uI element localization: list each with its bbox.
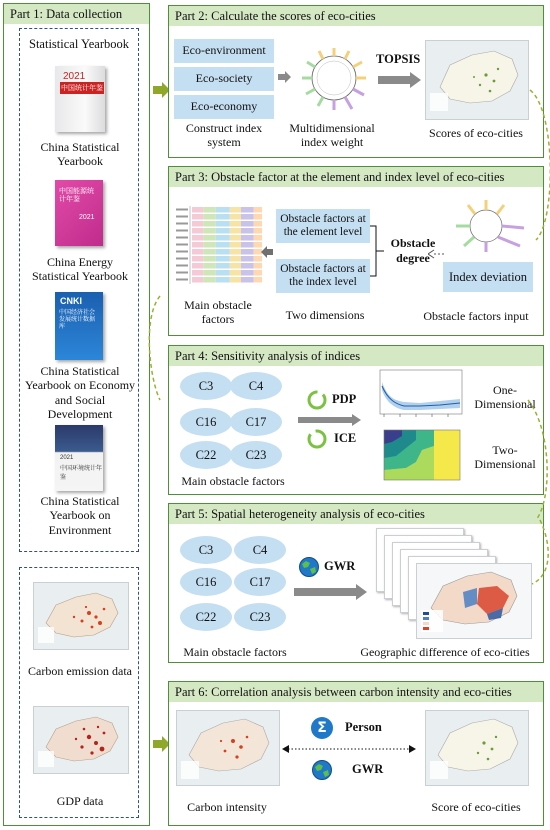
ice-label: ICE <box>334 431 357 445</box>
person-label: Person <box>345 720 382 734</box>
obstacle-bar-segment <box>230 207 241 213</box>
sigma-symbol: Σ <box>317 720 327 736</box>
book1-title: 中国统计年鉴 <box>61 84 103 92</box>
one-dimensional-plot <box>370 368 466 424</box>
obstacle-bar-segment <box>241 235 254 241</box>
obstacle-bar-segment <box>203 242 216 248</box>
book2-title: 中国能源统计年鉴 <box>59 187 94 203</box>
obstacle-bar-segment <box>203 256 216 262</box>
obstacle-bar-segment <box>192 249 203 255</box>
obstacle-bar-segment <box>192 228 203 234</box>
book2-year: 2021 <box>79 214 95 221</box>
pdp-arrow <box>298 414 362 426</box>
obstacle-bar-segment <box>203 221 216 227</box>
two-dimensions-caption: Two dimensions <box>285 308 365 322</box>
statistical-yearbook-label: Statistical Yearbook <box>29 37 129 51</box>
obstacle-bar-segment <box>230 256 241 262</box>
two-dimensional-label: Two-Dimensional <box>474 443 536 472</box>
china-environment-yearbook-cover <box>55 425 103 491</box>
obstacle-bar-segment <box>216 249 230 255</box>
carbon-emission-caption: Carbon emission data <box>28 664 132 678</box>
scores-caption: Scores of eco-cities <box>429 126 523 140</box>
obstacle-bar-segment <box>192 242 203 248</box>
ice-icon <box>306 428 328 450</box>
oval-c22-p5: C22 <box>180 603 232 631</box>
obstacle-bar-segment <box>216 214 230 220</box>
obstacle-row-label <box>176 258 188 260</box>
obstacle-bar-segment <box>230 214 241 220</box>
obstacle-bar-segment <box>230 277 241 283</box>
score-eco-graphic <box>426 711 528 785</box>
element-level-box: Obstacle factors at the element level <box>276 209 370 243</box>
gdp-caption: GDP data <box>56 794 104 808</box>
obstacle-bar-segment <box>203 214 216 220</box>
geographic-difference-caption: Geographic difference of eco-cities <box>360 645 530 659</box>
eco-economy-box: Eco-economy <box>174 95 274 119</box>
pdp-icon <box>306 389 328 411</box>
obstacle-bar-segment <box>216 207 230 213</box>
book4-title: 中国环境统计年鉴 <box>60 465 103 481</box>
obstacle-bar-segment <box>203 270 216 276</box>
china-statistical-yearbook-cover <box>55 66 105 132</box>
obstacle-bar-segment <box>230 242 241 248</box>
carbon-emission-map <box>33 582 129 650</box>
construct-index-caption: Construct index system <box>185 121 263 150</box>
score-eco-caption: Score of eco-cities <box>431 800 521 814</box>
bidirectional-dotted-arrow <box>282 744 416 754</box>
obstacle-bar-segment <box>230 221 241 227</box>
gwr-arrow-p5 <box>294 584 368 600</box>
gwr-map-graphic <box>417 564 531 638</box>
obstacle-bar-segment <box>192 207 203 213</box>
obstacle-bar-segment <box>241 242 254 248</box>
obstacle-bar-segment <box>203 228 216 234</box>
part1-title: Part 1: Data collection <box>4 4 149 24</box>
geographic-difference-map <box>416 563 532 639</box>
gwr-globe-icon <box>298 556 320 578</box>
obstacle-bar-segment <box>230 235 241 241</box>
obstacle-row-label <box>176 279 188 281</box>
obstacle-bar-segment <box>230 249 241 255</box>
book3-top: CNKI <box>60 296 82 306</box>
multidimensional-weight-caption: Multidimensional index weight <box>289 121 375 150</box>
eco-society-box: Eco-society <box>174 67 274 91</box>
two-dimensional-plot <box>376 428 466 488</box>
china-energy-statistical-yearbook-cover <box>55 180 103 246</box>
oval-c17: C17 <box>230 408 282 436</box>
part6-title: Part 6: Correlation analysis between carbon intensity and eco-cities <box>169 682 543 702</box>
part4-title: Part 4: Sensitivity analysis of indices <box>169 346 543 366</box>
sigma-icon <box>311 717 333 739</box>
obstacle-bar-segment <box>192 256 203 262</box>
gwr-globe-icon-p6 <box>311 759 333 781</box>
book2-caption: China Energy Statistical Yearbook <box>32 255 128 284</box>
obstacle-row-label <box>176 272 188 274</box>
obstacle-bar-segment <box>216 228 230 234</box>
part5-main-caption: Main obstacle factors <box>183 645 287 659</box>
carbon-intensity-caption: Carbon intensity <box>187 800 267 814</box>
obstacle-bar-segment <box>230 270 241 276</box>
obstacle-bar-segment <box>216 270 230 276</box>
obstacle-bar-segment <box>192 214 203 220</box>
obstacle-bar-segment <box>241 263 254 269</box>
obstacle-bar-segment <box>216 277 230 283</box>
obstacle-bar-segment <box>254 263 262 269</box>
obstacle-bar-segment <box>203 277 216 283</box>
obstacle-bar-segment <box>241 214 254 220</box>
part2-title: Part 2: Calculate the scores of eco-cities <box>169 6 543 26</box>
gray-arrow-1 <box>278 71 292 83</box>
part3-title: Part 3: Obstacle factor at the element and index level of eco-cities <box>169 167 543 187</box>
gdp-map-graphic <box>34 707 128 773</box>
china-economy-social-yearbook-cover <box>55 292 103 360</box>
obstacle-bar-segment <box>203 207 216 213</box>
obstacle-degree-label: Obstacle degree <box>390 236 436 265</box>
index-deviation-radial-chart <box>440 192 532 254</box>
pdp-label: PDP <box>332 392 357 406</box>
dimension-bracket <box>370 225 384 277</box>
obstacle-row-label <box>176 265 188 267</box>
oval-c4-p5: C4 <box>234 536 286 564</box>
obstacle-bar-segment <box>254 228 262 234</box>
topsis-label: TOPSIS <box>376 52 421 66</box>
obstacle-bar-segment <box>241 228 254 234</box>
obstacle-bar-segment <box>254 207 262 213</box>
obstacle-row-label <box>176 209 188 211</box>
obstacle-bar-segment <box>241 207 254 213</box>
obstacle-bar-segment <box>192 235 203 241</box>
obstacle-bar-segment <box>216 235 230 241</box>
obstacle-bar-segment <box>216 263 230 269</box>
book3-caption: China Statistical Yearbook on Economy and Social Development <box>24 364 136 422</box>
obstacle-bar-segment <box>230 263 241 269</box>
one-dimensional-label: One-Dimensional <box>474 383 536 412</box>
obstacle-bar-segment <box>241 249 254 255</box>
book1-caption: China Statistical Yearbook <box>40 140 120 169</box>
carbon-intensity-map <box>176 710 280 786</box>
book4-caption: China Statistical Yearbook on Environment <box>40 494 120 537</box>
index-level-box: Obstacle factors at the index level <box>276 259 370 293</box>
oval-c17-p5: C17 <box>234 568 286 596</box>
obstacle-bar-segment <box>216 242 230 248</box>
obstacle-bar-segment <box>203 235 216 241</box>
obstacle-row-label <box>176 216 188 218</box>
gwr-label-p6: GWR <box>352 762 384 776</box>
obstacle-bar-segment <box>230 228 241 234</box>
obstacle-bar-segment <box>216 221 230 227</box>
oval-c16: C16 <box>180 408 232 436</box>
obstacle-bar-segment <box>254 277 262 283</box>
eco-city-score-map <box>425 40 529 120</box>
oval-c3-p5: C3 <box>180 536 232 564</box>
obstacle-bar-segment <box>254 235 262 241</box>
gdp-map <box>33 706 129 774</box>
obstacle-bar-segment <box>216 256 230 262</box>
obstacle-bar-segment <box>192 221 203 227</box>
book1-year: 2021 <box>63 71 86 82</box>
eco-environment-box: Eco-environment <box>174 39 274 63</box>
obstacle-bar-segment <box>254 214 262 220</box>
score-eco-cities-map <box>425 710 529 786</box>
book4-year: 2021 <box>60 455 74 461</box>
obstacle-bar-segment <box>241 256 254 262</box>
gwr-label-p5: GWR <box>324 559 356 573</box>
obstacle-row-label <box>176 223 188 225</box>
oval-c23: C23 <box>230 441 282 469</box>
obstacle-row-label <box>176 244 188 246</box>
obstacle-bar-segment <box>241 270 254 276</box>
main-obstacle-bar-chart <box>172 200 266 292</box>
part4-main-caption: Main obstacle factors <box>181 474 285 488</box>
book3-title: 中国经济社会发展统计数据库 <box>59 309 96 330</box>
obstacle-bar-segment <box>203 249 216 255</box>
carbon-map-graphic <box>34 583 128 649</box>
obstacle-bar-segment <box>192 263 203 269</box>
index-deviation-box: Index deviation <box>443 262 533 292</box>
score-map-graphic <box>426 41 528 119</box>
oval-c16-p5: C16 <box>180 568 232 596</box>
topsis-arrow <box>378 72 422 88</box>
obstacle-bar-segment <box>192 277 203 283</box>
obstacle-bar-segment <box>254 270 262 276</box>
gray-arrow-3 <box>261 246 273 258</box>
carbon-intensity-graphic <box>177 711 279 785</box>
obstacle-row-label <box>176 251 188 253</box>
obstacle-bar-segment <box>192 270 203 276</box>
part5-title: Part 5: Spatial heterogeneity analysis of eco-cities <box>169 504 543 524</box>
obstacle-bar-segment <box>254 221 262 227</box>
obstacle-bar-segment <box>241 277 254 283</box>
oval-c4: C4 <box>230 372 282 400</box>
obstacle-input-caption: Obstacle factors input <box>423 309 529 323</box>
obstacle-row-label <box>176 237 188 239</box>
obstacle-row-label <box>176 230 188 232</box>
multidimensional-weight-chart <box>292 38 376 122</box>
oval-c23-p5: C23 <box>234 603 286 631</box>
oval-c22: C22 <box>180 441 232 469</box>
obstacle-bar-segment <box>203 263 216 269</box>
main-obstacle-caption: Main obstacle factors <box>184 298 252 327</box>
obstacle-bar-segment <box>241 221 254 227</box>
oval-c3: C3 <box>180 372 232 400</box>
